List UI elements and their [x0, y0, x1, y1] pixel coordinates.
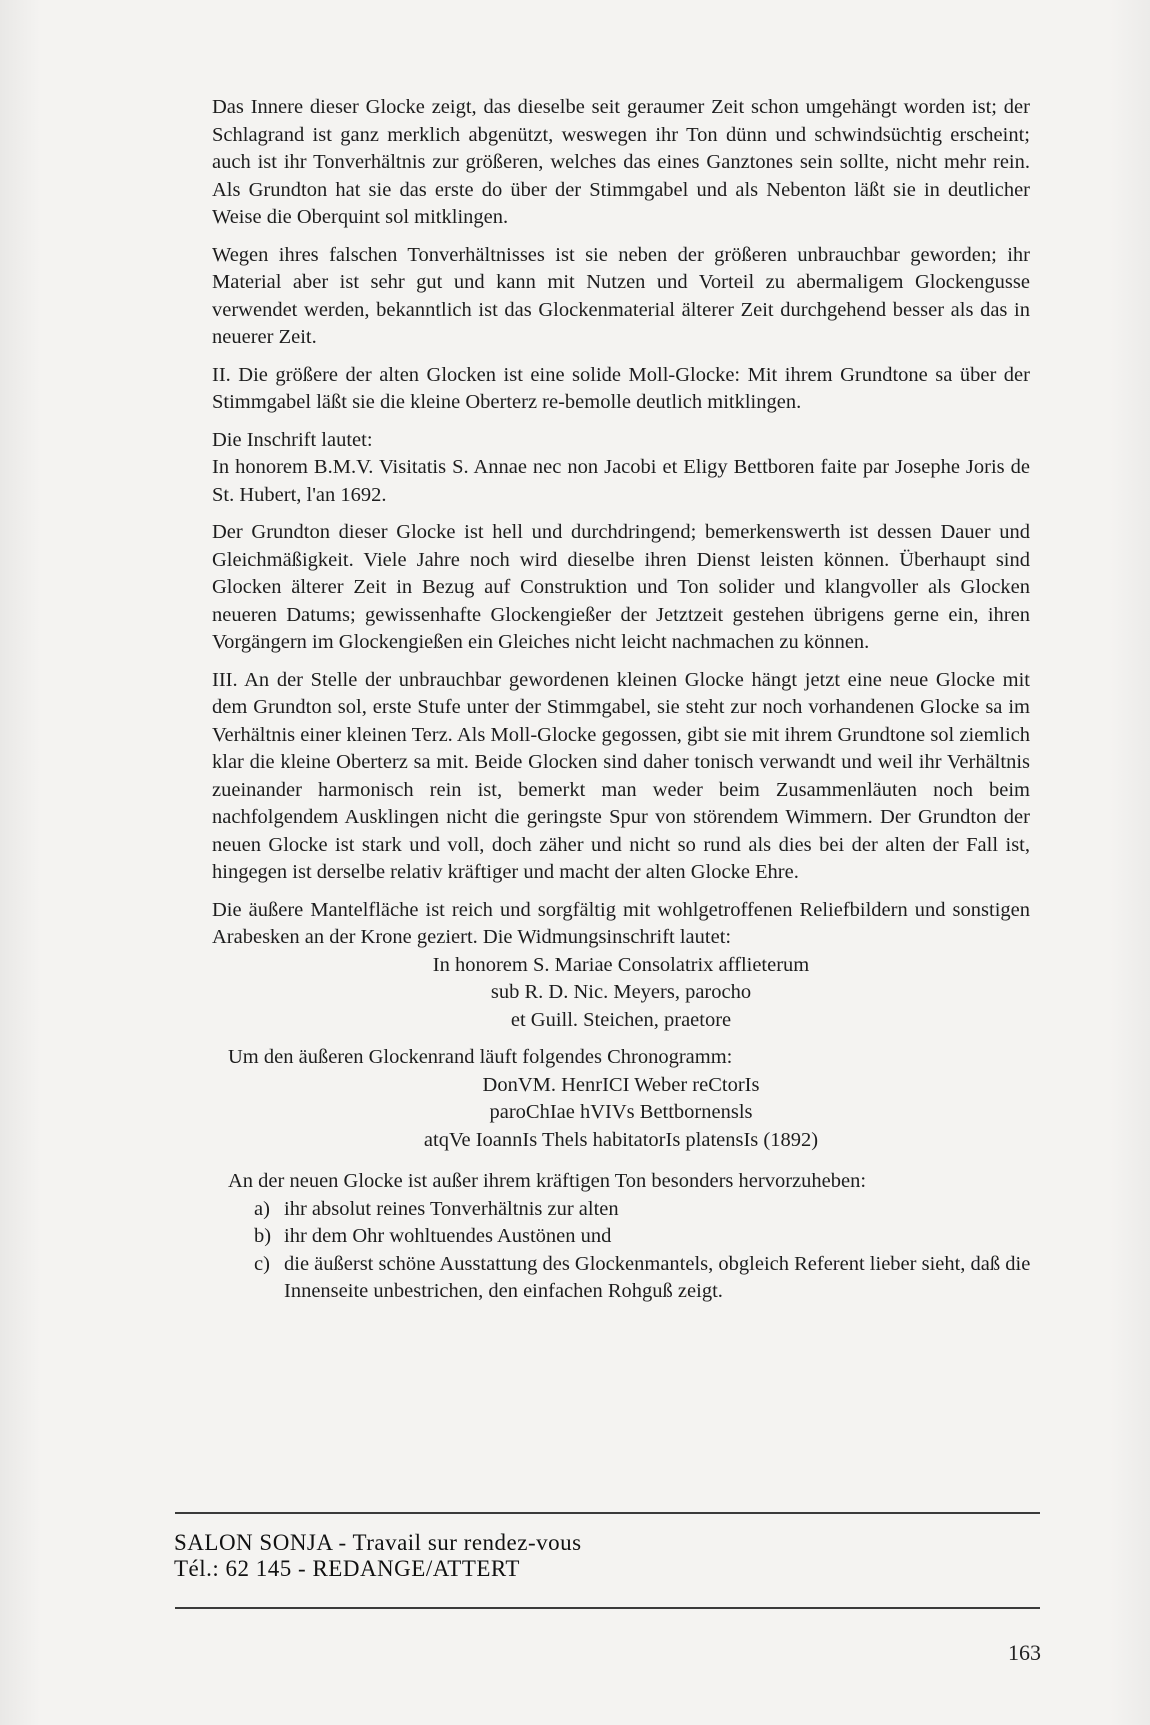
inscription-text: In honorem B.M.V. Visitatis S. Annae nec non Jacobi et Eligy Bettboren faite par Josephe Joris de St. Hubert, l'an 1692. — [212, 456, 1030, 506]
list-text: ihr absolut reines Tonverhältnis zur alten — [284, 1197, 619, 1220]
ad-line-2: Tél.: 62 145 - REDANGE/ATTERT — [174, 1556, 520, 1581]
ad-line-1: SALON SONJA - Travail sur rendez-vous — [174, 1530, 582, 1555]
divider-top — [175, 1512, 1040, 1514]
list-text: die äußerst schöne Ausstattung des Glockenmantels, obgleich Referent lieber sieht, daß die Innenseite unbestrichen, den einfachen Rohguß zeigt. — [284, 1252, 1031, 1302]
paragraph-3: II. Die größere der alten Glocken ist eine solide Moll-Glocke: Mit ihrem Grundtone sa über der Stimmgabel läßt sie die kleine Oberterz re-bemolle deutlich mitklingen. — [212, 363, 1030, 413]
article-body — [212, 94, 1030, 1306]
list-marker: c) — [254, 1252, 270, 1275]
dedication-line: et Guill. Steichen, praetore — [510, 1008, 732, 1031]
dedication-line: In honorem S. Mariae Consolatrix afflieterum — [432, 953, 810, 976]
divider-bottom — [175, 1607, 1040, 1609]
list-item — [254, 1223, 1054, 1251]
list-item — [254, 1196, 1054, 1224]
feature-list — [254, 1196, 1054, 1306]
list-item — [254, 1251, 1054, 1306]
dedication-line: sub R. D. Nic. Meyers, parocho — [490, 981, 752, 1003]
inscription-label: Die Inschrift lautet: — [212, 428, 373, 451]
paragraph-2: Wegen ihres falschen Tonverhältnisses ist sie neben der größeren unbrauchbar geworden; ihr Material aber ist sehr gut und kann mit Nutzen und Vorteil zu abermaligem Glockengusse verwendet werden, bekanntlich ist das Glockenmaterial älterer Zeit durchgehend besser als das in neuerer Zeit. — [212, 243, 1030, 348]
paragraph-4: Der Grundton dieser Glocke ist hell und durchdringend; bemerkenswerth ist dessen Dauer und Gleichmäßigkeit. Viele Jahre noch wird dieselbe ihren Dienst leisten können. Überhaupt sind Glocken älterer Zeit in Bezug auf Construktion und Ton solider und klangvoller als Glocken neueren Datums; gewissenhafte Glockengießer der Jetztzeit gestehen übrigens gerne ein, ihren Vorgängern im Glockengießen ein Gleiches nicht leicht nachmachen zu können. — [212, 521, 1030, 653]
chronogram-line: DonVM. HenrICI Weber reCtorIs — [482, 1073, 760, 1096]
list-intro: An der neuen Glocke ist außer ihrem kräftigen Ton besonders hervorzuheben: — [228, 1170, 867, 1192]
paragraph-6: Die äußere Mantelfläche ist reich und sorgfältig mit wohlgetroffenen Reliefbildern und sonstigen Arabesken an der Krone geziert. Die Widmungsinschrift lautet: — [212, 898, 1030, 948]
list-marker: a) — [254, 1197, 270, 1220]
chronogram — [212, 1072, 1030, 1155]
paragraph-5: III. An der Stelle der unbrauchbar gewordenen kleinen Glocke hängt jetzt eine neue Glocke mit dem Grundton sol, erste Stufe unter der Stimmgabel, sie steht zur noch vorhandenen Glocke sa im Verhältnis einer kleinen Terz. Als Moll-Glocke gegossen, gibt sie mit ihrem Grundtone sol ziemlich klar die kleine Oberterz sa mit. Beide Glocken sind daher tonisch verwandt und weil ihr Verhältnis zueinander harmonisch rein ist, bemerkt man weder beim Zusammenläuten noch beim nachfolgendem Ausklingen nicht die geringste Spur von störendem Wimmern. Der Grundton der neuen Glocke ist stark und voll, doch zäher und nicht so rund als dies bei der alten der Fall ist, hingegen ist derselbe relativ kräftiger und macht der alten Glocke Ehre. — [212, 668, 1030, 883]
list-text: ihr dem Ohr wohltuendes Austönen und — [284, 1225, 612, 1247]
dedication-inscription — [212, 952, 1030, 1035]
list-marker: b) — [254, 1225, 272, 1247]
advertisement — [174, 1530, 874, 1582]
chronogram-intro: Um den äußeren Glockenrand läuft folgendes Chronogramm: — [228, 1046, 733, 1068]
chronogram-line: atqVe IoannIs Thels habitatorIs platensIs (1892) — [423, 1128, 819, 1151]
page-number: 163 — [1008, 1640, 1041, 1665]
paragraph-1: Das Innere dieser Glocke zeigt, das dieselbe seit geraumer Zeit schon umgehängt worden ist; der Schlagrand ist ganz merklich abgenützt, weswegen ihr Ton dünn und schwindsüchtig erscheint; auch ist ihr Tonverhältnis zur größeren, welches das eines Ganztones sein sollte, nicht mehr rein. Als Grundton hat sie das erste do über der Stimmgabel und als Nebenton läßt sie in deutlicher Weise die Oberquint sol mitklingen. — [212, 96, 1030, 228]
chronogram-line: paroChIae hVIVs Bettbornensls — [489, 1101, 753, 1123]
